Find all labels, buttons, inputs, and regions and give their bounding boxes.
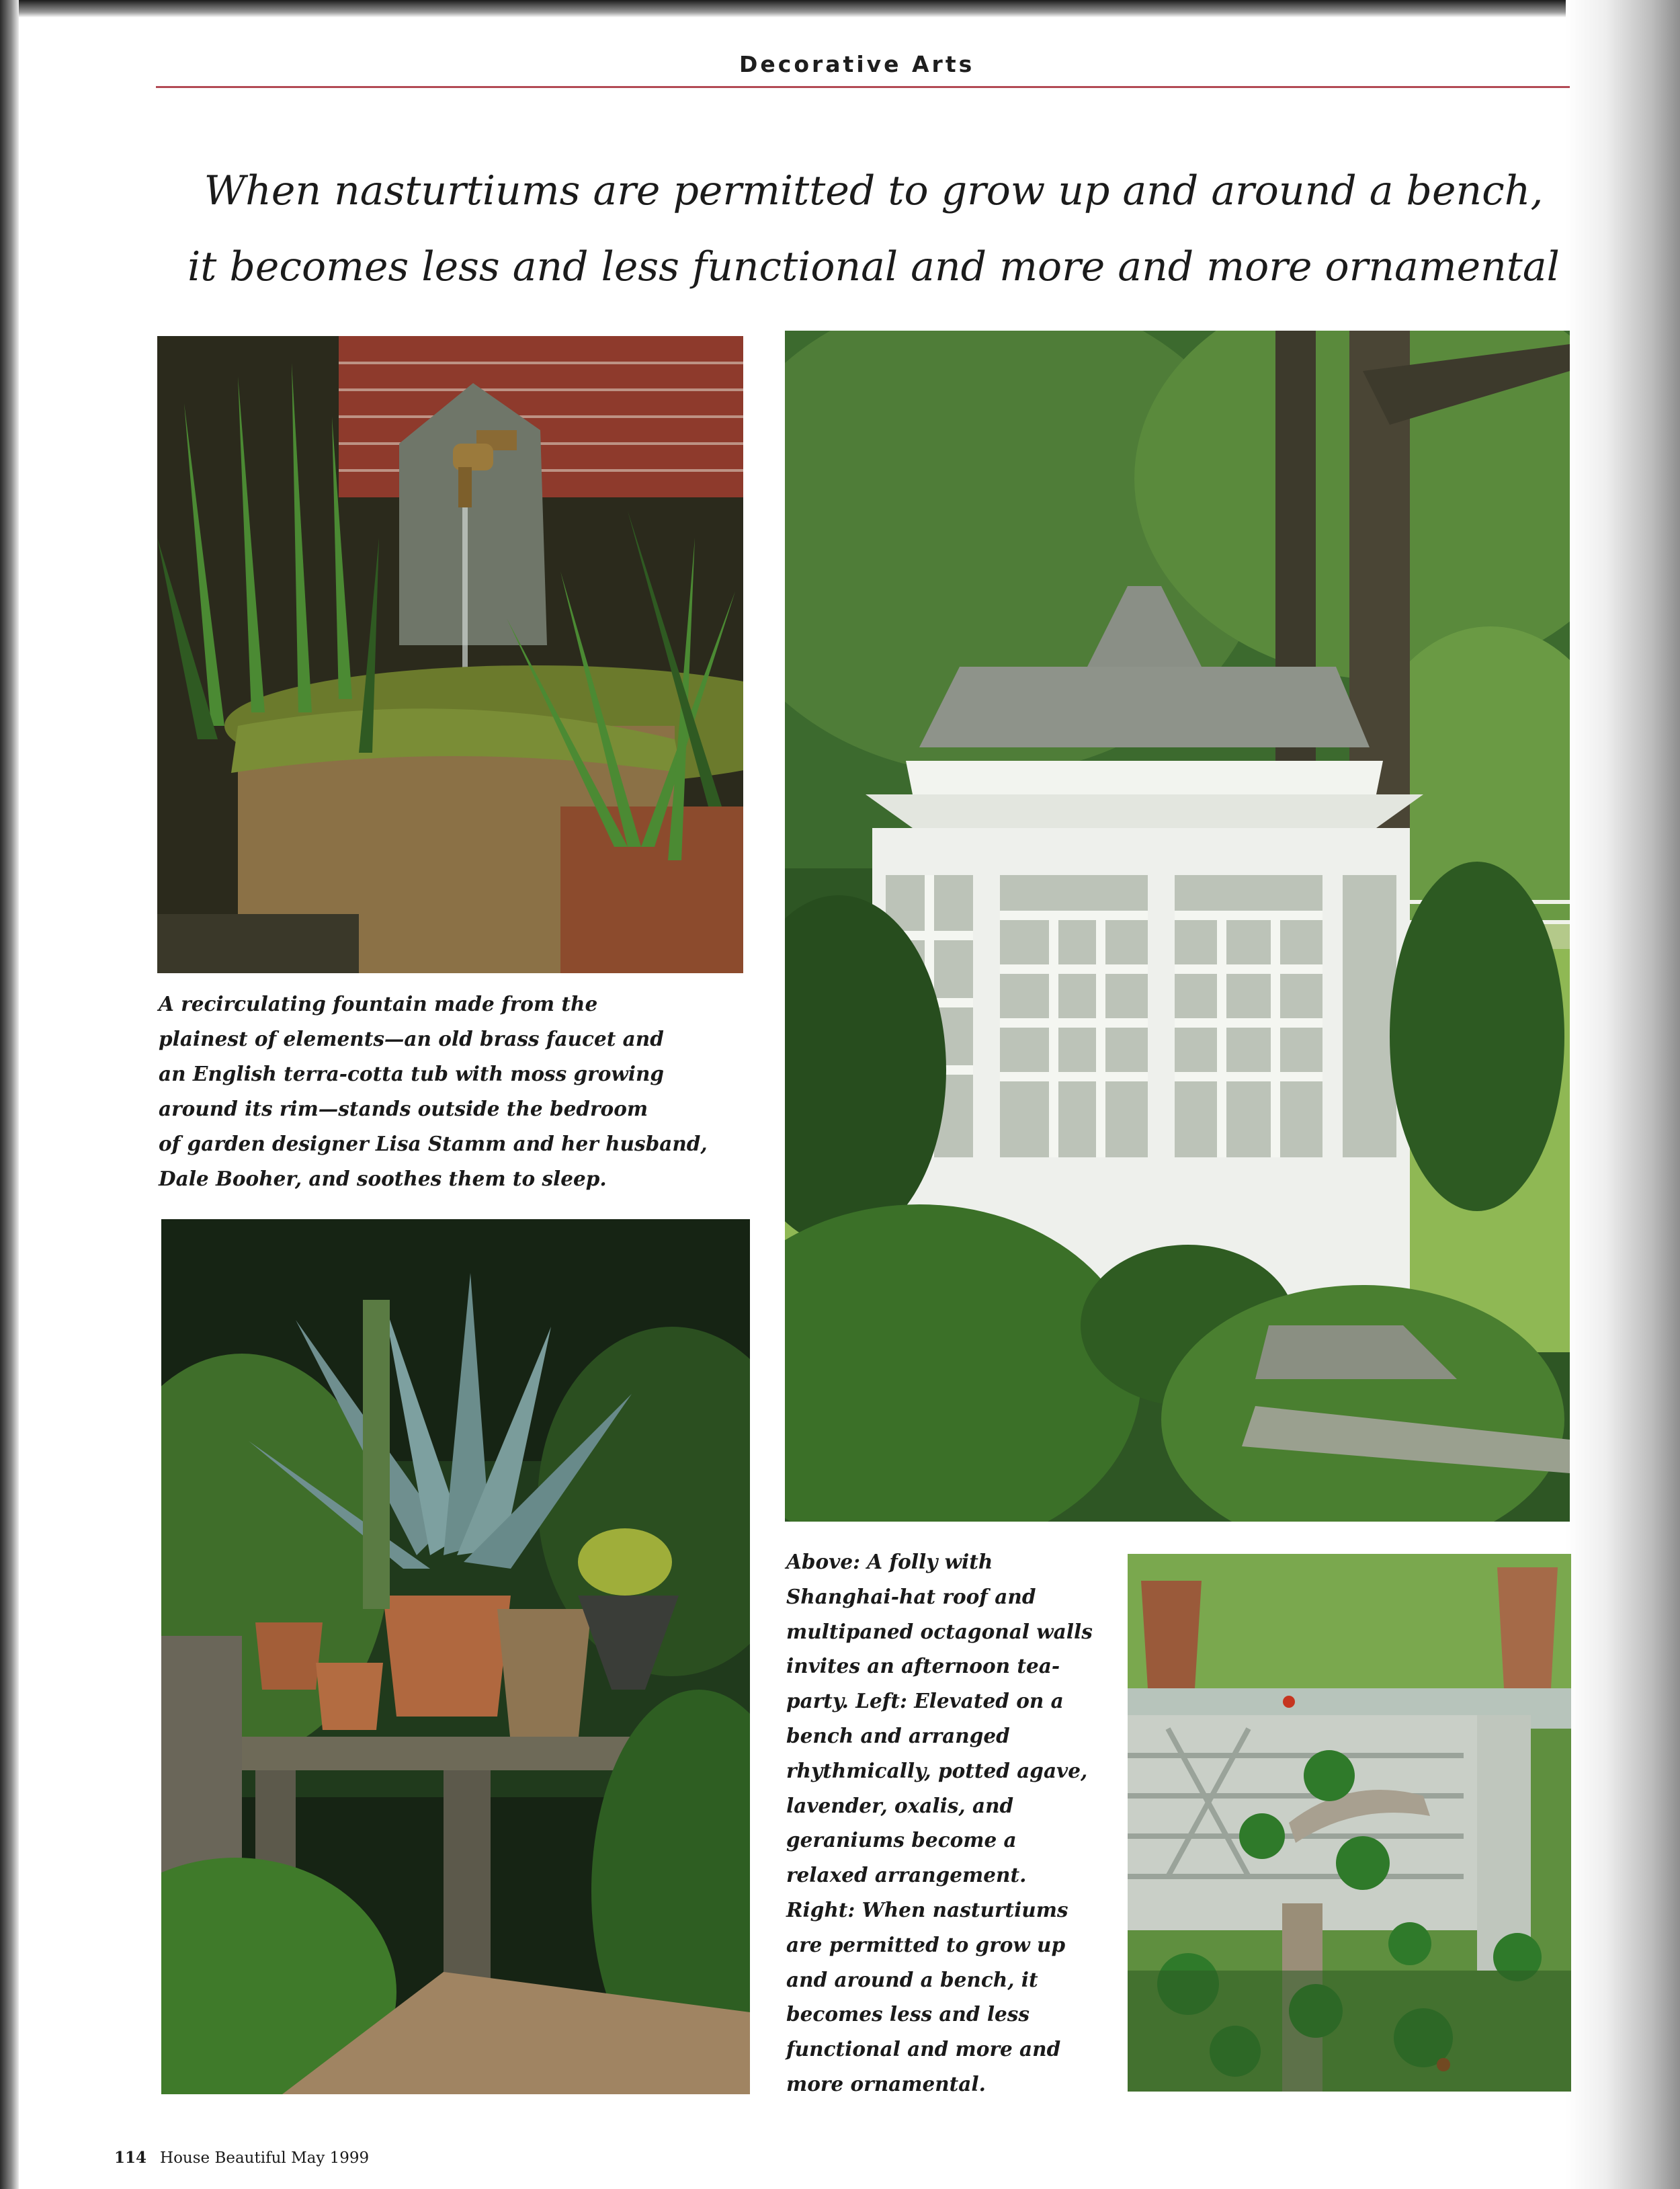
caption-line: functional and more and bbox=[786, 2037, 1061, 2061]
caption-line: lavender, oxalis, and bbox=[786, 1793, 1014, 1817]
caption-line: A recirculating fountain made from the bbox=[159, 992, 598, 1016]
headline-line: it becomes less and less functional and more and more ornamental bbox=[187, 243, 1560, 290]
folly-caption bbox=[786, 1544, 1102, 2102]
caption-line: more ornamental. bbox=[786, 2071, 986, 2096]
potted-agave-photo bbox=[161, 1219, 750, 2094]
headline-line: When nasturtiums are permitted to grow up and around a bench, bbox=[204, 167, 1544, 214]
caption-line: an English terra-cotta tub with moss growing bbox=[159, 1062, 665, 1085]
fountain-photo bbox=[157, 336, 743, 973]
caption-line: relaxed arrangement. bbox=[786, 1863, 1027, 1887]
caption-line: Right: When nasturtiums bbox=[786, 1897, 1068, 1922]
page-gutter-shadow bbox=[1566, 0, 1680, 2189]
publication-credit: House Beautiful May 1999 bbox=[160, 2149, 370, 2167]
caption-line: Above: A folly with bbox=[786, 1550, 993, 1573]
caption-line: plainest of elements—an old brass faucet and bbox=[159, 1027, 664, 1050]
nasturtium-bench-photo bbox=[1128, 1554, 1571, 2092]
folly-photo bbox=[785, 331, 1570, 1522]
caption-line: multipaned octagonal walls bbox=[786, 1619, 1093, 1643]
page-footer bbox=[114, 2149, 491, 2167]
caption-line: rhythmically, potted agave, bbox=[786, 1758, 1088, 1782]
fountain-caption bbox=[159, 987, 750, 1196]
caption-line: becomes less and less bbox=[786, 2002, 1030, 2026]
caption-line: around its rim—stands outside the bedroom bbox=[159, 1097, 648, 1120]
caption-line: geraniums become a bbox=[786, 1828, 1017, 1852]
caption-line: of garden designer Lisa Stamm and her husband, bbox=[159, 1132, 708, 1155]
scan-edge-left bbox=[0, 0, 19, 2189]
caption-line: party. Left: Elevated on a bbox=[786, 1689, 1064, 1713]
caption-line: bench and arranged bbox=[786, 1723, 1010, 1747]
scan-edge-top bbox=[0, 0, 1680, 17]
header-rule bbox=[156, 86, 1570, 88]
caption-line: are permitted to grow up bbox=[786, 1932, 1066, 1956]
page-number: 114 bbox=[114, 2149, 147, 2167]
pull-quote-headline bbox=[175, 153, 1572, 305]
caption-line: invites an afternoon tea- bbox=[786, 1654, 1060, 1678]
section-label: Decorative Arts bbox=[739, 51, 975, 77]
caption-line: and around a bench, it bbox=[786, 1967, 1038, 1991]
caption-line: Shanghai-hat roof and bbox=[786, 1584, 1036, 1608]
caption-line: Dale Booher, and soothes them to sleep. bbox=[159, 1167, 607, 1190]
